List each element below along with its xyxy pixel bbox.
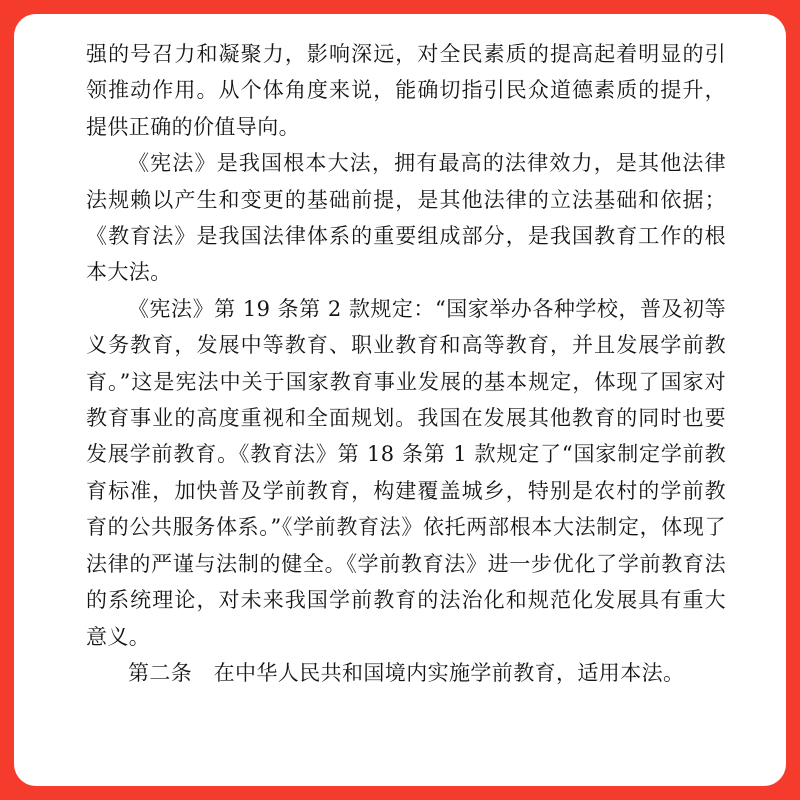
document-body (86, 36, 726, 691)
paragraph-continuation: 强的号召力和凝聚力，影响深远，对全民素质的提高起着明显的引领推动作用。从个体角度来说，能确切指引民众道德素质的提升，提供正确的价值导向。 (86, 42, 726, 139)
article-two: 第二条 在中华人民共和国境内实施学前教育，适用本法。 (128, 660, 685, 685)
document-page (14, 14, 786, 786)
paragraph-constitution: 《宪法》是我国根本大法，拥有最高的法律效力，是其他法律法规赖以产生和变更的基础前提，是其他法律的立法基础和依据；《教育法》是我国法律体系的重要组成部分，是我国教育工作的根本大法。 (86, 151, 726, 285)
paragraph-legal-basis: 《宪法》第 19 条第 2 款规定：“国家举办各种学校，普及初等义务教育，发展中等教育、职业教育和高等教育，并且发展学前教育。”这是宪法中关于国家教育事业发展的基本规定，体现了国家对教育事业的高度重视和全面规划。我国在发展其他教育的同时也要发展学前教育。《教育法》第 18 条第 1 款规定了“国家制定学前教育标准，加快普及学前教育，构建覆盖城乡，特别是农村的学前教育的公共服务体系。”《学前教育法》依托两部根本大法制定，体现了法律的严谨与法制的健全。《学前教育法》进一步优化了学前教育法的系统理论，对未来我国学前教育的法治化和规范化发展具有重大意义。 (86, 296, 726, 649)
